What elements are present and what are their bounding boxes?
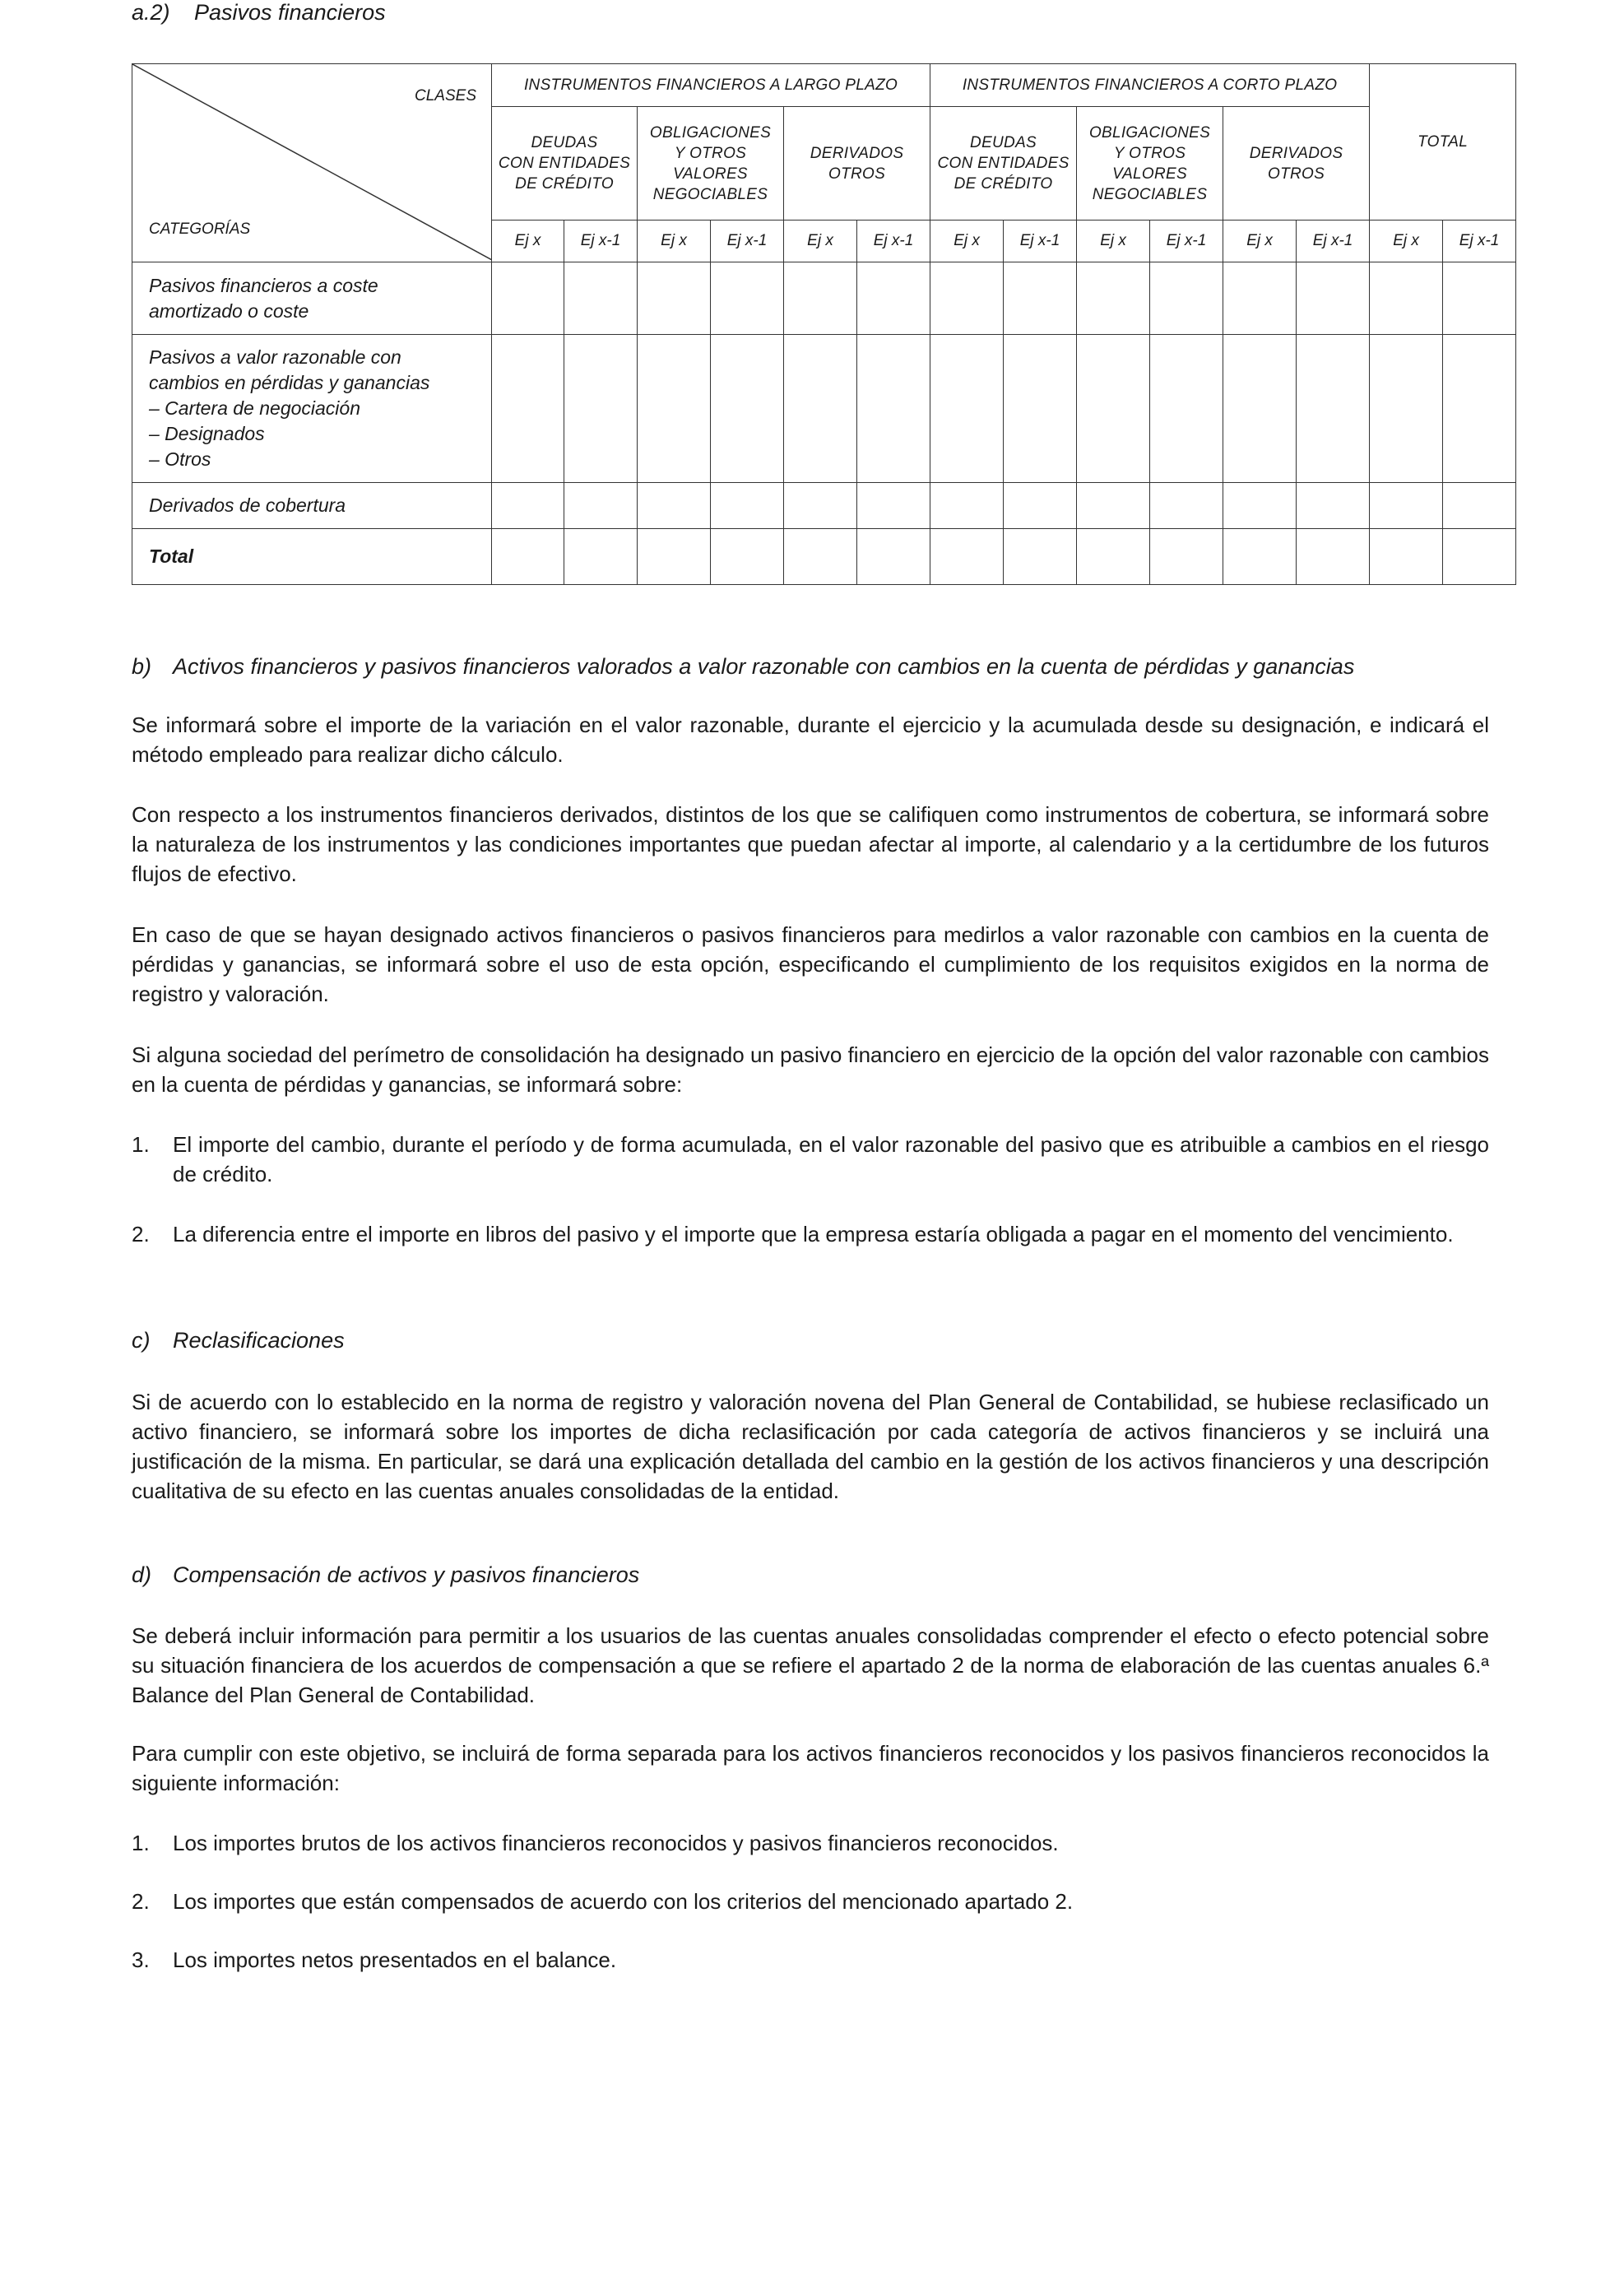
list-item xyxy=(132,1945,1489,1975)
empty-cell xyxy=(1370,262,1443,335)
table-row xyxy=(132,262,1516,335)
section-b-label: b) xyxy=(132,654,152,679)
list-item-number: 1. xyxy=(132,1831,150,1855)
empty-cell xyxy=(857,529,930,585)
year-col-current: Ej x xyxy=(638,221,711,262)
sub-derivados-line: DERIVADOS xyxy=(1249,144,1343,162)
empty-cell xyxy=(784,262,857,335)
sub-obligaciones-line: OBLIGACIONES xyxy=(649,123,772,142)
year-col-previous: Ej x-1 xyxy=(1443,221,1516,262)
empty-cell xyxy=(1223,529,1297,585)
empty-cell xyxy=(784,529,857,585)
empty-cell xyxy=(1297,483,1370,529)
section-c-heading xyxy=(132,1328,345,1353)
empty-cell xyxy=(564,529,638,585)
section-d-paragraph-2: Para cumplir con este objetivo, se incluirá de forma separada para los activos financieros reconocidos y los pasivos financieros reconocidos la siguiente información: xyxy=(132,1741,1489,1795)
section-b-paragraph-2: Con respecto a los instrumentos financieros derivados, distintos de los que se califiquen como instrumentos de cobertura, se informará sobre la naturaleza de los instrumentos y las condiciones importantes que puedan afectar al importe, al calendario y a la certidumbre de los futuros flujos de efectivo. xyxy=(132,802,1489,886)
empty-cell xyxy=(711,335,784,483)
corner-classes-label: CLASES xyxy=(415,87,476,104)
empty-cell xyxy=(930,335,1004,483)
year-col-current: Ej x xyxy=(1370,221,1443,262)
subheader-derivados-short xyxy=(1223,107,1370,221)
section-d-paragraph-1: Se deberá incluir información para permitir a los usuarios de las cuentas anuales consolidadas comprender el efecto o efecto potencial sobre su situación financiera de los acuerdos de compensación a que se refiere el apartado 2 de la norma de elaboración de las cuentas anuales 6.ª Balance del Plan General de Contabilidad. xyxy=(132,1623,1489,1707)
empty-cell xyxy=(857,262,930,335)
empty-cell xyxy=(1150,483,1223,529)
subheader-deudas-short xyxy=(930,107,1077,221)
empty-cell xyxy=(857,335,930,483)
empty-cell xyxy=(784,483,857,529)
sub-deudas-line: DEUDAS xyxy=(531,134,598,151)
empty-cell xyxy=(1370,529,1443,585)
empty-cell xyxy=(564,262,638,335)
year-col-previous: Ej x-1 xyxy=(857,221,930,262)
empty-cell xyxy=(1077,529,1150,585)
empty-cell xyxy=(1077,335,1150,483)
year-col-previous: Ej x-1 xyxy=(564,221,638,262)
empty-cell xyxy=(1004,335,1077,483)
section-a2-heading xyxy=(132,0,386,26)
empty-cell xyxy=(930,483,1004,529)
sub-obligaciones-line: OBLIGACIONES xyxy=(1088,123,1211,142)
row-label-valor-razonable xyxy=(132,335,492,483)
sub-obligaciones-line: Y OTROS xyxy=(1113,144,1186,162)
list-item-number: 2. xyxy=(132,1222,150,1246)
empty-cell xyxy=(1004,262,1077,335)
sub-deudas-line: DE CRÉDITO xyxy=(954,175,1053,193)
empty-cell xyxy=(1223,335,1297,483)
list-item-number: 2. xyxy=(132,1889,150,1914)
row-label-cobertura: Derivados de cobertura xyxy=(132,483,492,529)
row-label-line: – Designados xyxy=(149,423,265,444)
sub-obligaciones-line: NEGOCIABLES xyxy=(652,185,768,203)
year-col-current: Ej x xyxy=(784,221,857,262)
year-col-current: Ej x xyxy=(1223,221,1297,262)
empty-cell xyxy=(1443,483,1516,529)
empty-cell xyxy=(564,335,638,483)
year-col-previous: Ej x-1 xyxy=(1004,221,1077,262)
year-col-current: Ej x xyxy=(930,221,1004,262)
list-item-text: Los importes que están compensados de acuerdo con los criterios del mencionado apartado 2. xyxy=(173,1889,1074,1914)
section-b-paragraph-4: Si alguna sociedad del perímetro de consolidación ha designado un pasivo financiero en ejercicio de la opción del valor razonable con cambios en la cuenta de pérdidas y ganancias, se informará sobre: xyxy=(132,1042,1489,1097)
corner-categories-label: CATEGORÍAS xyxy=(149,221,251,238)
empty-cell xyxy=(1004,529,1077,585)
empty-cell xyxy=(711,262,784,335)
sub-obligaciones-line: VALORES xyxy=(1112,165,1187,183)
empty-cell xyxy=(638,483,711,529)
empty-cell xyxy=(564,483,638,529)
empty-cell xyxy=(638,529,711,585)
group-header-long-term: INSTRUMENTOS FINANCIEROS A LARGO PLAZO xyxy=(492,64,930,107)
section-d-heading xyxy=(132,1562,639,1588)
section-b-paragraph-3: En caso de que se hayan designado activos financieros o pasivos financieros para medirlos a valor razonable con cambios en la cuenta de pérdidas y ganancias, se informará sobre el uso de esta opción, especificando el cumplimiento de los requisitos exigidos en la norma de registro y valoración. xyxy=(132,922,1489,1006)
section-d-label: d) xyxy=(132,1562,152,1587)
empty-cell xyxy=(1297,262,1370,335)
table-corner-cell xyxy=(132,64,492,262)
year-col-previous: Ej x-1 xyxy=(711,221,784,262)
empty-cell xyxy=(1443,529,1516,585)
section-a2-title: Pasivos financieros xyxy=(194,0,386,25)
empty-cell xyxy=(492,335,564,483)
section-a2-label: a.2) xyxy=(132,0,170,25)
subheader-obligaciones-long xyxy=(638,107,784,221)
empty-cell xyxy=(638,262,711,335)
section-d-title: Compensación de activos y pasivos financieros xyxy=(173,1562,640,1587)
table-row xyxy=(132,483,1516,529)
sub-derivados-line: DERIVADOS xyxy=(810,144,904,162)
row-label-line: – Cartera de negociación xyxy=(149,397,360,419)
section-b-title: Activos financieros y pasivos financieros valorados a valor razonable con cambios en la cuenta de pérdidas y ganancias xyxy=(173,654,1355,679)
empty-cell xyxy=(1443,262,1516,335)
empty-cell xyxy=(1077,483,1150,529)
section-c-title: Reclasificaciones xyxy=(173,1328,345,1353)
row-label-line: – Otros xyxy=(149,448,211,470)
year-col-current: Ej x xyxy=(1077,221,1150,262)
empty-cell xyxy=(492,483,564,529)
list-item-text: Los importes brutos de los activos financieros reconocidos y pasivos financieros reconocidos. xyxy=(173,1831,1059,1855)
empty-cell xyxy=(1223,483,1297,529)
sub-obligaciones-line: VALORES xyxy=(673,165,748,183)
empty-cell xyxy=(1004,483,1077,529)
list-item xyxy=(132,1887,1489,1916)
total-header xyxy=(1370,64,1516,221)
list-item xyxy=(132,1219,1489,1249)
empty-cell xyxy=(1443,335,1516,483)
list-item xyxy=(132,1130,1489,1189)
row-label-total: Total xyxy=(132,529,492,585)
subheader-obligaciones-short xyxy=(1077,107,1223,221)
sub-derivados-line: OTROS xyxy=(1268,165,1325,183)
table-row xyxy=(132,335,1516,483)
empty-cell xyxy=(711,529,784,585)
empty-cell xyxy=(492,262,564,335)
list-item-number: 1. xyxy=(132,1132,150,1157)
empty-cell xyxy=(857,483,930,529)
total-header-label: TOTAL xyxy=(1418,133,1469,151)
sub-deudas-line: CON ENTIDADES xyxy=(498,155,631,172)
empty-cell xyxy=(711,483,784,529)
empty-cell xyxy=(1370,335,1443,483)
empty-cell xyxy=(1297,529,1370,585)
empty-cell xyxy=(1370,483,1443,529)
empty-cell xyxy=(784,335,857,483)
year-col-previous: Ej x-1 xyxy=(1150,221,1223,262)
year-col-previous: Ej x-1 xyxy=(1297,221,1370,262)
empty-cell xyxy=(1150,262,1223,335)
empty-cell xyxy=(930,262,1004,335)
list-item-number: 3. xyxy=(132,1947,150,1972)
empty-cell xyxy=(1223,262,1297,335)
sub-deudas-line: DEUDAS xyxy=(970,134,1037,151)
section-b-heading xyxy=(132,654,1489,680)
empty-cell xyxy=(1150,335,1223,483)
empty-cell xyxy=(492,529,564,585)
year-col-current: Ej x xyxy=(492,221,564,262)
empty-cell xyxy=(1150,529,1223,585)
section-c-paragraph-1: Si de acuerdo con lo establecido en la norma de registro y valoración novena del Plan General de Contabilidad, se hubiese reclasificado un activo financiero, se informará sobre los importes de dicha reclasificación por cada categoría de activos financieros y se incluirá una justificación de la misma. En particular, se dará una explicación detallada del cambio en la gestión de los activos financieros y una descripción cualitativa de su efecto en las cuentas anuales consolidadas de la entidad. xyxy=(132,1390,1489,1503)
row-label-coste xyxy=(132,262,492,335)
row-label-line: Pasivos financieros a coste xyxy=(149,274,378,296)
list-item-text: El importe del cambio, durante el período y de forma acumulada, en el valor razonable del pasivo que es atribuible a cambios en el riesgo de crédito. xyxy=(173,1132,1489,1186)
section-b-paragraph-1: Se informará sobre el importe de la variación en el valor razonable, durante el ejercicio y la acumulada desde su designación, e indicará el método empleado para realizar dicho cálculo. xyxy=(132,713,1489,767)
sub-obligaciones-line: Y OTROS xyxy=(674,144,747,162)
empty-cell xyxy=(1077,262,1150,335)
subheader-derivados-long xyxy=(784,107,930,221)
row-label-line: cambios en pérdidas y ganancias xyxy=(149,372,430,393)
group-header-short-term: INSTRUMENTOS FINANCIEROS A CORTO PLAZO xyxy=(930,64,1370,107)
section-c-label: c) xyxy=(132,1328,151,1353)
row-label-line: amortizado o coste xyxy=(149,299,309,322)
list-item xyxy=(132,1828,1489,1858)
sub-obligaciones-line: NEGOCIABLES xyxy=(1092,185,1208,203)
list-item-text: La diferencia entre el importe en libros del pasivo y el importe que la empresa estaría obligada a pagar en el momento del vencimiento. xyxy=(173,1222,1454,1246)
sub-deudas-line: CON ENTIDADES xyxy=(937,155,1070,172)
list-item-text: Los importes netos presentados en el balance. xyxy=(173,1947,617,1972)
sub-derivados-line: OTROS xyxy=(828,165,886,183)
pasivos-financieros-table xyxy=(132,63,1500,585)
row-label-line: Pasivos a valor razonable con xyxy=(149,346,401,368)
sub-deudas-line: DE CRÉDITO xyxy=(515,175,614,193)
subheader-deudas-long xyxy=(492,107,638,221)
empty-cell xyxy=(638,335,711,483)
empty-cell xyxy=(930,529,1004,585)
empty-cell xyxy=(1297,335,1370,483)
table-row xyxy=(132,529,1516,585)
